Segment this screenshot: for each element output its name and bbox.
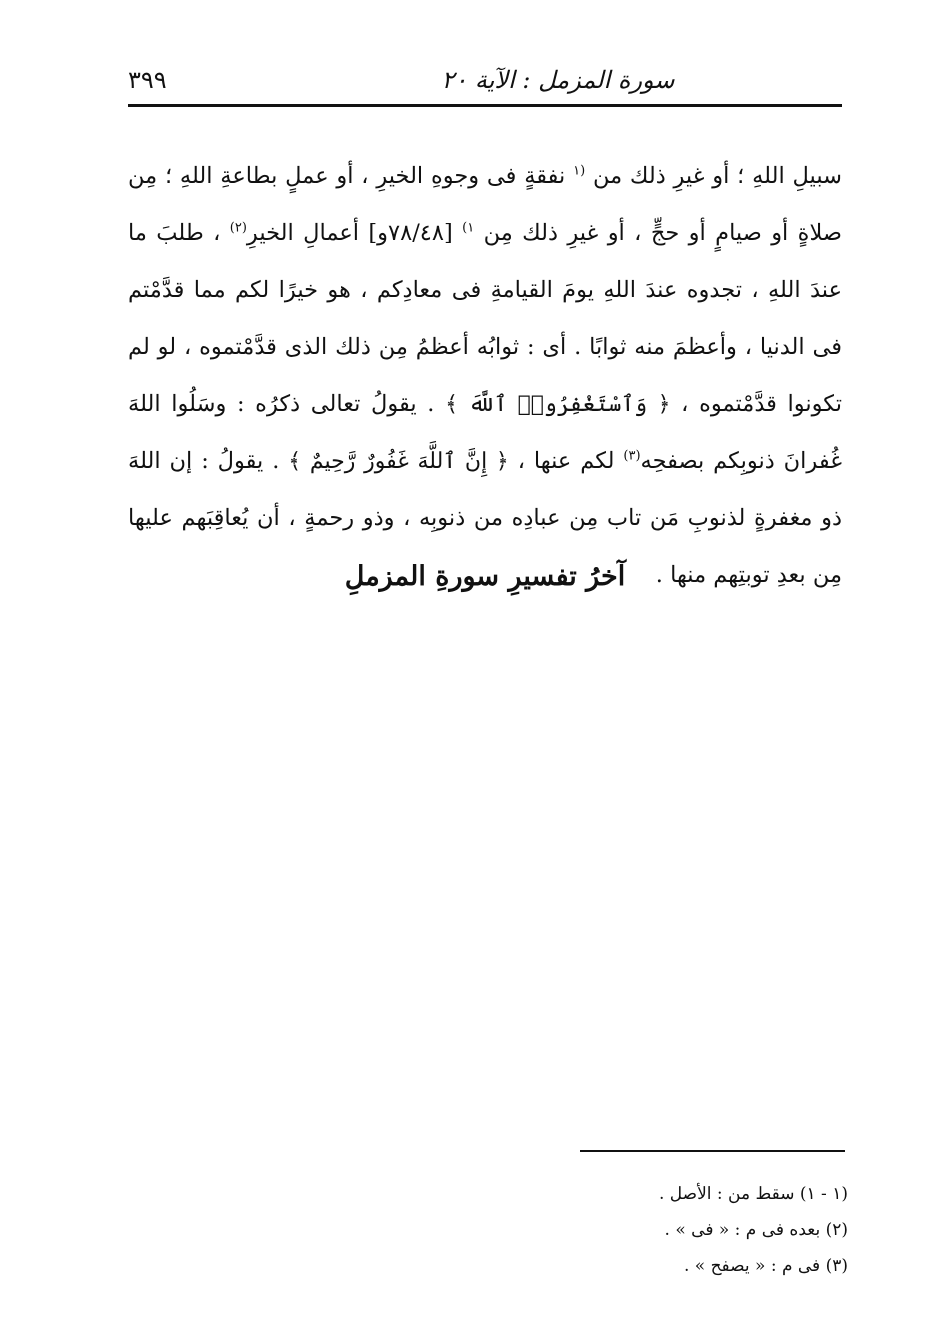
footnote-marker: ١) bbox=[462, 220, 475, 236]
text-segment: . يقولُ : إن اللهَ ذو مغفرةٍ لذنوبِ مَن تاب مِن عبادِه من ذنوبِه ، وذو رحمةٍ ، أن يُعاقِبَهم عليها مِن بعدِ توبتِهم منها . bbox=[128, 448, 842, 588]
text-segment: ، طلبَ ما عندَ اللهِ ، تجدوه عندَ اللهِ يومَ القيامةِ فى معادِكم ، هو خيرًا لكم مما قدَّمْتم فى الدنيا ، وأعظمَ منه ثوابًا . أى : ثوابُه أعظمُ مِن ذلك الذى قدَّمْتموه ، لو لم تكونوا قدَّمْتموه ، bbox=[128, 220, 842, 417]
page-number: ٣٩٩ bbox=[128, 66, 167, 94]
text-segment: سبيلِ اللهِ ؛ أو غيرِ ذلك من bbox=[585, 163, 842, 189]
page-header bbox=[128, 60, 842, 107]
running-title: سورة المزمل : الآية ٢٠ bbox=[441, 66, 675, 94]
footnote-marker: (٣) bbox=[623, 448, 641, 464]
quran-verse: ﴿ وَٱسْتَغْفِرُوا۟ ٱللَّهَ ﴾ bbox=[445, 392, 671, 417]
text-segment: لكم عنها ، bbox=[508, 448, 624, 474]
closing-heading: آخرُ تفسيرِ سورةِ المزملِ bbox=[344, 561, 626, 592]
footnote: (٢) بعده فى م : « فى » . bbox=[664, 1220, 848, 1240]
footnote: (٣) فى م : « يصفح » . bbox=[683, 1256, 848, 1276]
text-segment: [٧٨/٤٨و] أعمالِ الخيرِ bbox=[246, 220, 463, 246]
footnote-marker: (٢) bbox=[229, 220, 247, 236]
footnotes bbox=[560, 1176, 848, 1284]
footnote-marker: (١ bbox=[573, 163, 586, 179]
text-segment: نفقةٍ فى وجوهِ الخيرِ ، أو عملٍ بطاعةِ اللهِ ؛ مِن صلاةٍ أو صيامٍ أو حجٍّ ، أو غيرِ ذلك مِن bbox=[128, 163, 843, 246]
text-segment: . يقولُ تعالى ذكرُه : وسَلُوا اللهَ غُفرانَ ذنوبِكم بصفحِه bbox=[128, 391, 842, 474]
commentary-text bbox=[128, 148, 842, 604]
quran-verse: ﴿ إِنَّ ٱللَّهَ غَفُورٌ رَّحِيمٌ ﴾ bbox=[288, 449, 509, 474]
footnote-divider bbox=[580, 1150, 845, 1152]
footnote: (١ - ١) سقط من : الأصل . bbox=[658, 1184, 848, 1204]
commentary-paragraph bbox=[128, 148, 842, 604]
